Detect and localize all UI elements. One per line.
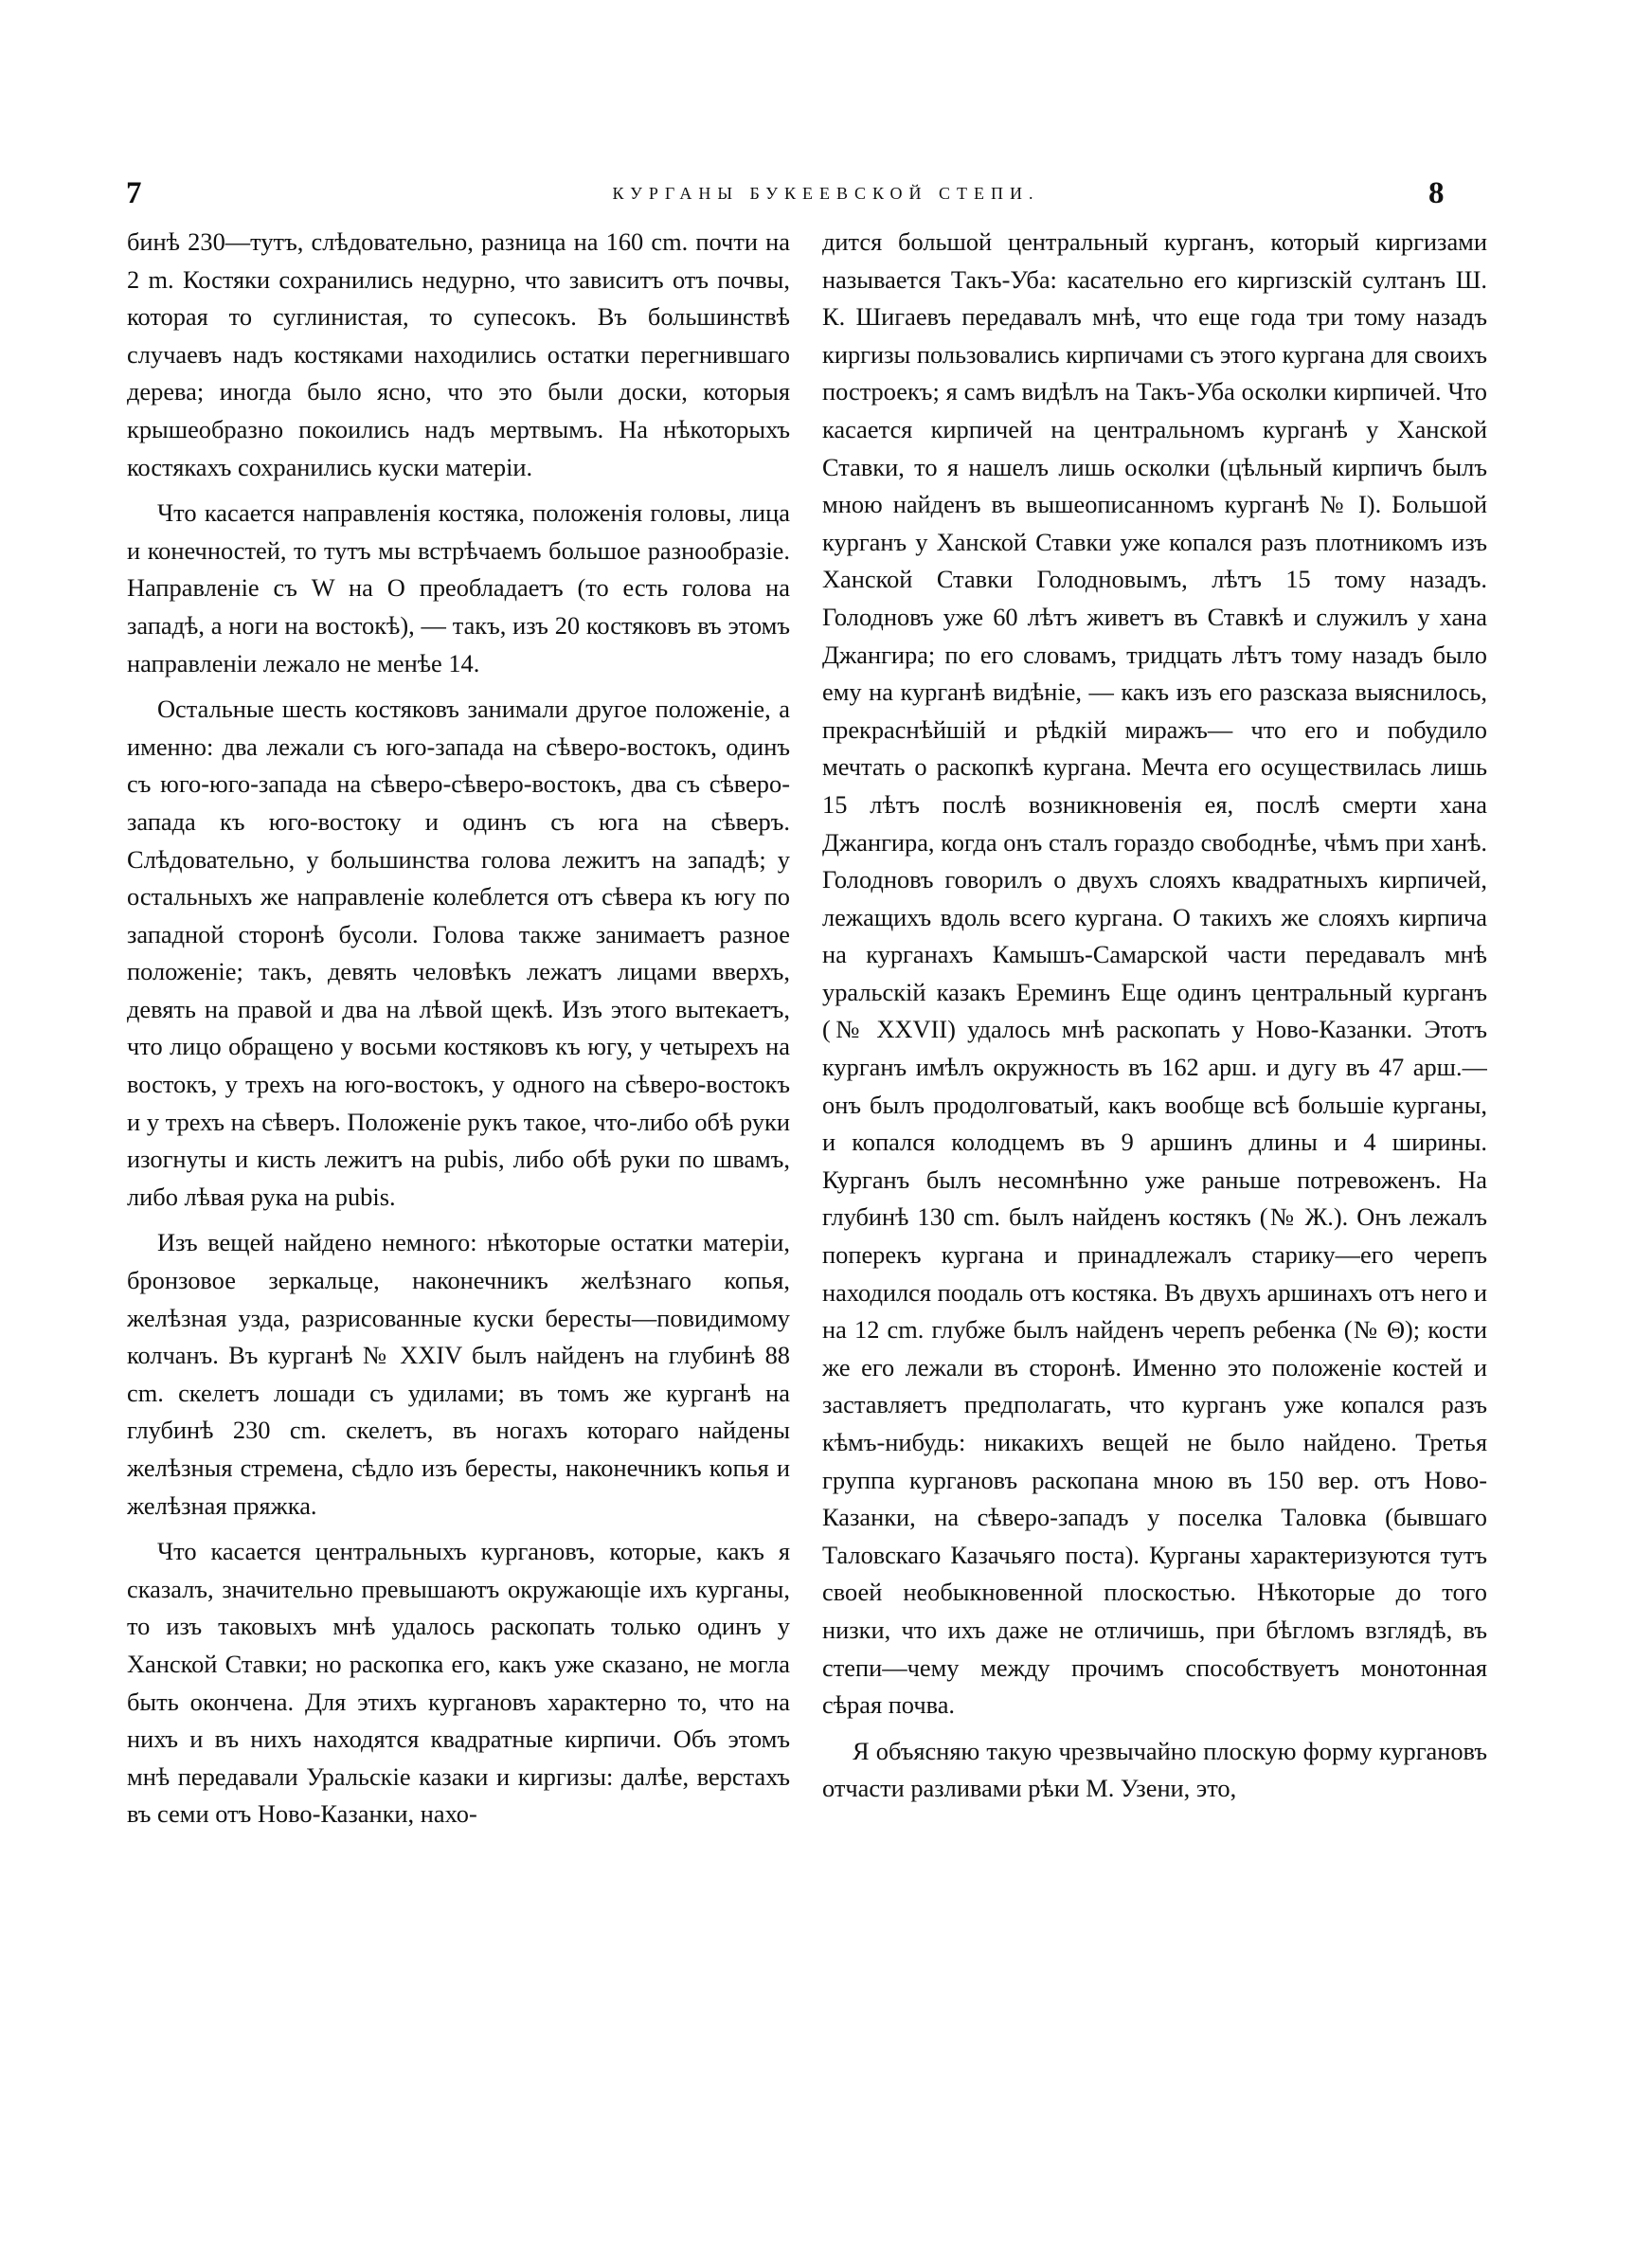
right-text-column [822,224,1487,2113]
left-text-column [127,224,790,2113]
paragraph: Я объясняю такую чрезвычайно плоскую форму кургановъ отчасти разливами рѣки М. Узени, это, [822,1736,1487,1803]
page-header [0,176,1652,224]
paragraph: Что касается направленія костяка, положенія головы, лица и конечностей, то тутъ мы встрѣчаемъ большое разнообразіе. Направленіе съ W на O преобладаетъ (то есть голова на западѣ, а ноги на востокѣ), — такъ, изъ 20 костяковъ въ этомъ направленіи лежало не менѣе 14. [127,498,790,677]
paragraph: Изъ вещей найдено немного: нѣкоторые остатки матеріи, бронзовое зеркальце, наконечникъ желѣзнаго копья, желѣзная узда, разрисованные куски бересты—повидимому колчанъ. Въ курганѣ № XXIV былъ найденъ на глубинѣ 88 cm. скелетъ лошади съ удилами; въ томъ же курганѣ на глубинѣ 230 cm. скелетъ, въ ногахъ котораго найдены желѣзныя стремена, сѣдло изъ бересты, наконечникъ копья и желѣзная пряжка. [127,1228,790,1520]
paragraph: Что касается центральныхъ кургановъ, которые, какъ я сказалъ, значительно превышаютъ окружающіе ихъ курганы, то изъ таковыхъ мнѣ удалось раскопать только одинъ у Ханской Ставки; но раскопка его, какъ уже сказано, не могла быть окончена. Для этихъ кургановъ характерно то, что на нихъ и въ нихъ находятся квадратные кирпичи. Объ этомъ мнѣ передавали Уральскіе казаки и киргизы: далѣе, верстахъ въ семи отъ Ново-Казанки, нахо- [127,1537,790,1829]
paragraph: дится большой центральный курганъ, который киргизами называется Такъ-Уба: касательно его киргизскій султанъ Ш. К. Шигаевъ передавалъ мнѣ, что еще года три тому назадъ киргизы пользовались кирпичами съ этого кургана для своихъ построекъ; я самъ видѣлъ на Такъ-Уба осколки кирпичей. Что касается кирпичей на центральномъ курганѣ у Ханской Ставки, то я нашелъ лишь осколки (цѣльный кирпичъ былъ мною найденъ въ вышеописанномъ курганѣ № I). Большой курганъ у Ханской Ставки уже копался разъ плотникомъ изъ Ханской Ставки Голодновымъ, лѣтъ 15 тому назадъ. Голодновъ уже 60 лѣтъ живетъ въ Ставкѣ и служилъ у хана Джангира; по его словамъ, тридцать лѣтъ тому назадъ было ему на курганѣ видѣніе, — какъ изъ его разсказа выяснилось, прекраснѣйшій и рѣдкій миражъ— что его и побудило мечтать о раскопкѣ кургана. Мечта его осуществилась лишь 15 лѣтъ послѣ возникновенія ея, послѣ смерти хана Джангира, когда онъ сталъ гораздо свободнѣе, чѣмъ при ханѣ. Голодновъ говорилъ о двухъ слояхъ квадратныхъ кирпичей, лежащихъ вдоль всего кургана. О такихъ же слояхъ кирпича на курганахъ Камышъ-Самарской части передавалъ мнѣ уральскій казакъ Ереминъ Еще одинъ центральный курганъ (№ XXVII) удалось мнѣ раскопать у Ново-Казанки. Этотъ курганъ имѣлъ окружность въ 162 арш. и дугу въ 47 арш.— онъ былъ продолговатый, какъ вообще всѣ большіе курганы, и копался колодцемъ въ 9 аршинъ длины и 4 ширины. Курганъ былъ несомнѣнно уже раньше потревоженъ. На глубинѣ 130 cm. былъ найденъ костякъ (№ Ж.). Онъ лежалъ поперекъ кургана и принадлежалъ старику—его черепъ находился поодаль отъ костяка. Въ двухъ аршинахъ отъ него и на 12 cm. глубже былъ найденъ черепъ ребенка (№ Θ); кости же его лежали въ сторонѣ. Именно это положеніе костей и заставляетъ предполагать, что курганъ уже копался разъ кѣмъ-нибудь: никакихъ вещей не было найдено. Третья группа кургановъ раскопана мною въ 150 вер. отъ Ново-Казанки, на сѣверо-западъ у поселка Таловка (бывшаго Таловскаго Казачьяго поста). Курганы характеризуются тутъ своей необыкновенной плоскостью. Нѣкоторые до того низки, что ихъ даже не отличишь, при бѣгломъ взглядѣ, въ степи—чему между прочимъ способствуетъ монотонная сѣрая почва. [822,227,1487,1720]
page-number-left: 7 [126,176,142,210]
paragraph: бинѣ 230—тутъ, слѣдовательно, разница на 160 cm. почти на 2 m. Костяки сохранились недурно, что зависитъ отъ почвы, которая то суглинистая, то супесокъ. Въ большинствѣ случаевъ надъ костяками находились остатки перегнившаго дерева; иногда было ясно, что это были доски, которыя крышеобразно покоились надъ мертвымъ. На нѣкоторыхъ костякахъ сохранились куски матеріи. [127,227,790,481]
running-title: КУРГАНЫ БУКЕЕВСКОЙ СТЕПИ. [612,184,1040,203]
page-number-right: 8 [1428,176,1445,210]
paragraph: Остальные шесть костяковъ занимали другое положеніе, а именно: два лежали съ юго-запада на сѣверо-востокъ, одинъ съ юго-юго-запада на сѣверо-сѣверо-востокъ, два съ сѣверо-запада къ юго-востоку и одинъ съ юга на сѣверъ. Слѣдовательно, у большинства голова лежитъ на западѣ; у остальныхъ же направленіе колеблется отъ сѣвера къ югу по западной сторонѣ бусоли. Голова также занимаетъ разное положеніе; такъ, девять человѣкъ лежатъ лицами вверхъ, девять на правой и два на лѣвой щекѣ. Изъ этого вытекаетъ, что лицо обращено у восьми костяковъ къ югу, у четырехъ на востокъ, у трехъ на юго-востокъ, у одного на сѣверо-востокъ и у трехъ на сѣверъ. Положеніе рукъ такое, что-либо обѣ руки изогнуты и кисть лежитъ на pubis, либо обѣ руки по швамъ, либо лѣвая рука на pubis. [127,695,790,1211]
